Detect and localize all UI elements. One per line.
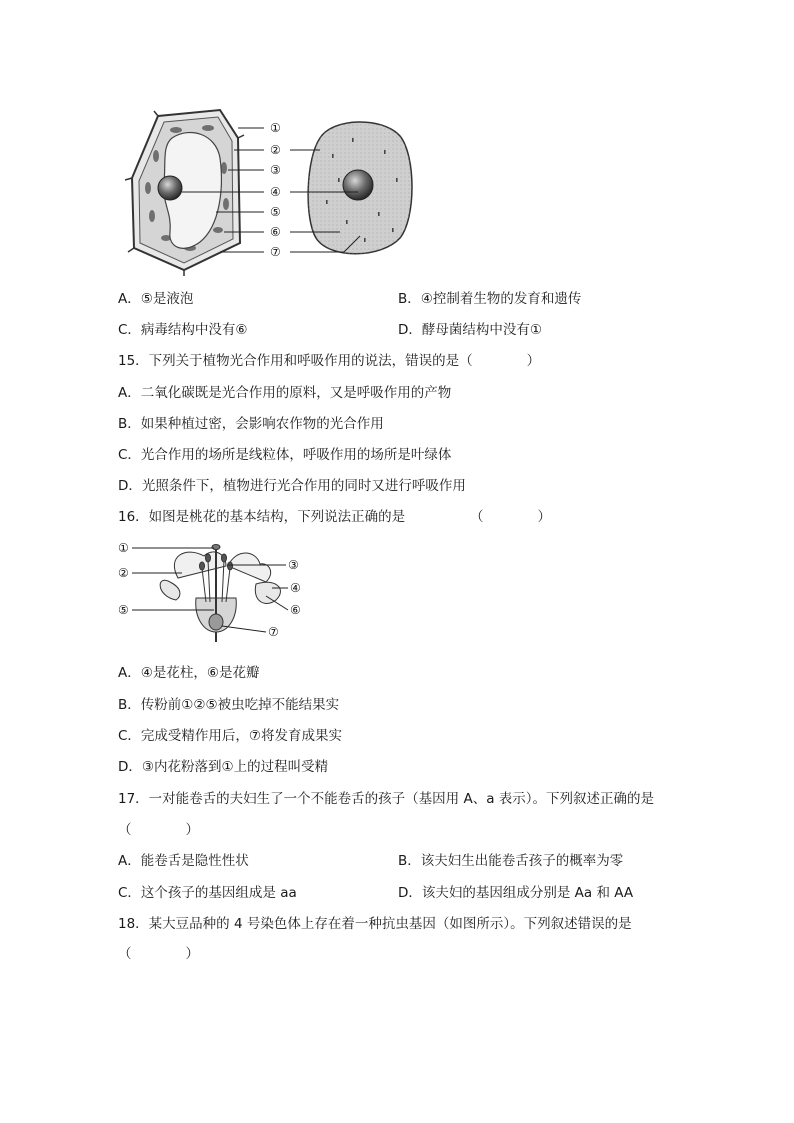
q18-answer-paren: （ ） — [118, 946, 199, 962]
cell-label-2: ② — [270, 143, 281, 157]
q15-option-d: D．光照条件下，植物进行光合作用的同时又进行呼吸作用 — [118, 478, 466, 494]
cell-label-1: ① — [270, 121, 281, 135]
plant-cell — [125, 110, 244, 276]
cell-label-4: ④ — [270, 185, 281, 199]
q16-stem: 16．如图是桃花的基本结构，下列说法正确的是 — [118, 509, 406, 525]
animal-cell — [308, 122, 412, 254]
cell-diagram — [120, 108, 420, 278]
q16-option-d: D．③内花粉落到①上的过程叫受精 — [118, 759, 329, 775]
q17-option-c: C．这个孩子的基因组成是 aa — [118, 885, 297, 901]
q15-option-a: A．二氧化碳既是光合作用的原料，又是呼吸作用的产物 — [118, 385, 452, 401]
cell-label-3: ③ — [270, 163, 281, 177]
q14-option-c: C．病毒结构中没有⑥ — [118, 322, 248, 338]
q16-option-c: C．完成受精作用后，⑦将发育成果实 — [118, 728, 343, 744]
q14-option-a: A．⑤是液泡 — [118, 291, 194, 307]
flower — [160, 545, 280, 643]
q14-option-b: B．④控制着生物的发育和遗传 — [398, 291, 582, 307]
q15-stem: 15．下列关于植物光合作用和呼吸作用的说法，错误的是（ ） — [118, 353, 541, 369]
flower-label-7: ⑦ — [268, 625, 279, 639]
q16-option-a: A．④是花柱，⑥是花瓣 — [118, 665, 260, 681]
q16-answer-paren: （ ） — [470, 509, 551, 525]
q17-option-d: D．该夫妇的基因组成分别是 Aa 和 AA — [398, 885, 634, 901]
flower-label-4: ④ — [290, 581, 301, 595]
flower-label-2: ② — [118, 566, 129, 580]
cell-label-7: ⑦ — [270, 245, 281, 259]
flower-label-3: ③ — [288, 558, 299, 572]
cell-label-5: ⑤ — [270, 205, 281, 219]
q15-option-c: C．光合作用的场所是线粒体，呼吸作用的场所是叶绿体 — [118, 447, 452, 463]
flower-label-6: ⑥ — [290, 603, 301, 617]
q17-option-a: A．能卷舌是隐性性状 — [118, 853, 249, 869]
flower-label-5: ⑤ — [118, 603, 129, 617]
q15-option-b: B．如果种植过密，会影响农作物的光合作用 — [118, 416, 384, 432]
flower-diagram — [116, 538, 316, 643]
q14-option-d: D．酵母菌结构中没有① — [398, 322, 542, 338]
q17-option-b: B．该夫妇生出能卷舌孩子的概率为零 — [398, 853, 624, 869]
cell-label-6: ⑥ — [270, 225, 281, 239]
q17-stem: 17．一对能卷舌的夫妇生了一个不能卷舌的孩子（基因用 A、a 表示）。下列叙述正确的是 — [118, 791, 655, 807]
q17-answer-paren: （ ） — [118, 822, 199, 838]
flower-label-1: ① — [118, 541, 129, 555]
q18-stem: 18．某大豆品种的 4 号染色体上存在着一种抗虫基因（如图所示）。下列叙述错误的是 — [118, 916, 632, 932]
q16-option-b: B．传粉前①②⑤被虫吃掉不能结果实 — [118, 697, 340, 713]
